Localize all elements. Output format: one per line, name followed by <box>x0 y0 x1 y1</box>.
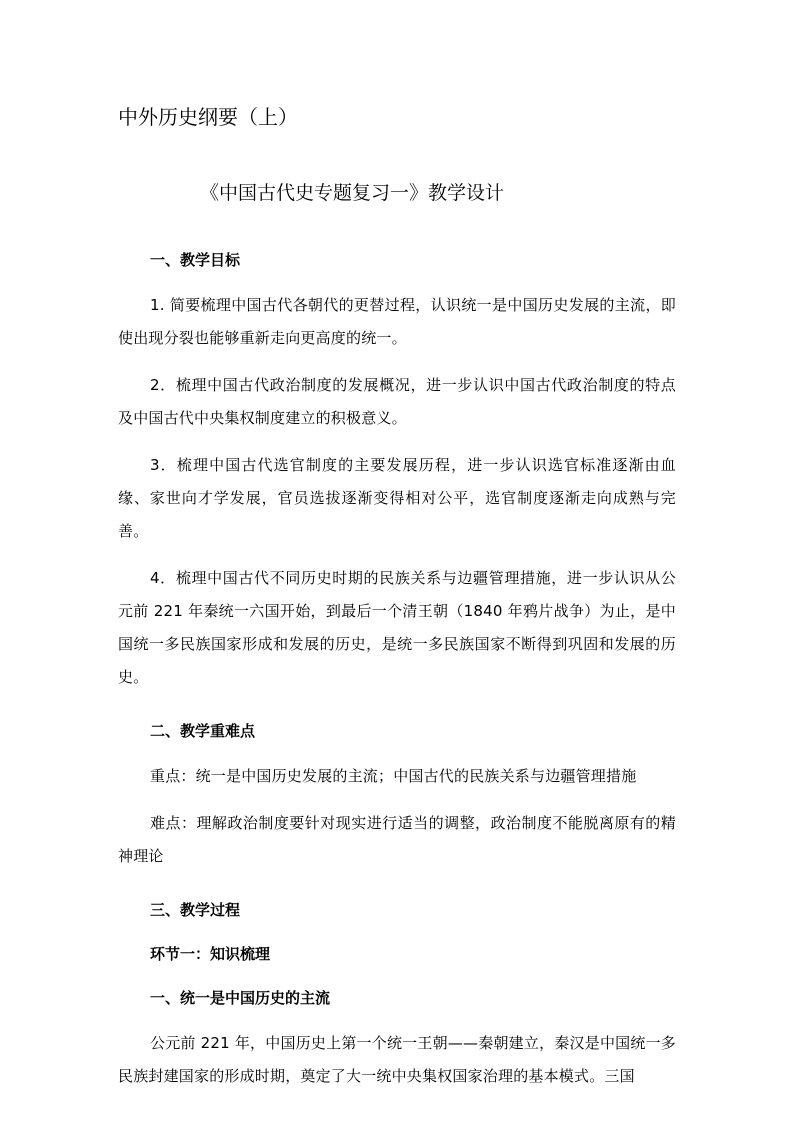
section-heading-goals: 一、教学目标 <box>150 251 241 269</box>
stage-heading: 环节一：知识梳理 <box>150 945 271 963</box>
section-heading-process: 三、教学过程 <box>150 901 241 919</box>
difficult-point-text: 难点：理解政治制度要针对现实进行适当的调整，政治制度不能脱离原有的精神理论 <box>118 814 676 865</box>
key-point-text: 重点：统一是中国历史发展的主流；中国古代的民族关系与边疆管理措施 <box>150 767 637 785</box>
document-title: 《中国古代史专题复习一》教学设计 <box>200 182 505 204</box>
goal-item-2: 2．梳理中国古代政治制度的发展概况，进一步认识中国古代政治制度的特点及中国古代中央集权制度建立的积极意义。 <box>118 376 676 427</box>
topic-heading: 一、统一是中国历史的主流 <box>150 989 331 1007</box>
section-heading-key-points: 二、教学重难点 <box>150 722 256 740</box>
document-header: 中外历史纲要（上） <box>118 105 298 129</box>
goal-item-4: 4．梳理中国古代不同历史时期的民族关系与边疆管理措施，进一步认识从公元前 221 年秦统一六国开始，到最后一个清王朝（1840 年鸦片战争）为止，是中国统一多民族国家形成和发展的历史，是统一多民族国家不断得到巩固和发展的历史。 <box>118 569 676 686</box>
document-body <box>118 101 676 1093</box>
goal-item-3: 3．梳理中国古代选官制度的主要发展历程，进一步认识选官标准逐渐由血缘、家世向才学发展，官员选拔逐渐变得相对公平，选官制度逐渐走向成熟与完善。 <box>118 456 676 540</box>
topic-paragraph: 公元前 221 年，中国历史上第一个统一王朝——秦朝建立，秦汉是中国统一多民族封建国家的形成时期，奠定了大一统中央集权国家治理的基本模式。三国 <box>118 1034 676 1085</box>
goal-item-1: 1. 简要梳理中国古代各朝代的更替过程，认识统一是中国历史发展的主流，即使出现分裂也能够重新走向更高度的统一。 <box>118 296 676 347</box>
